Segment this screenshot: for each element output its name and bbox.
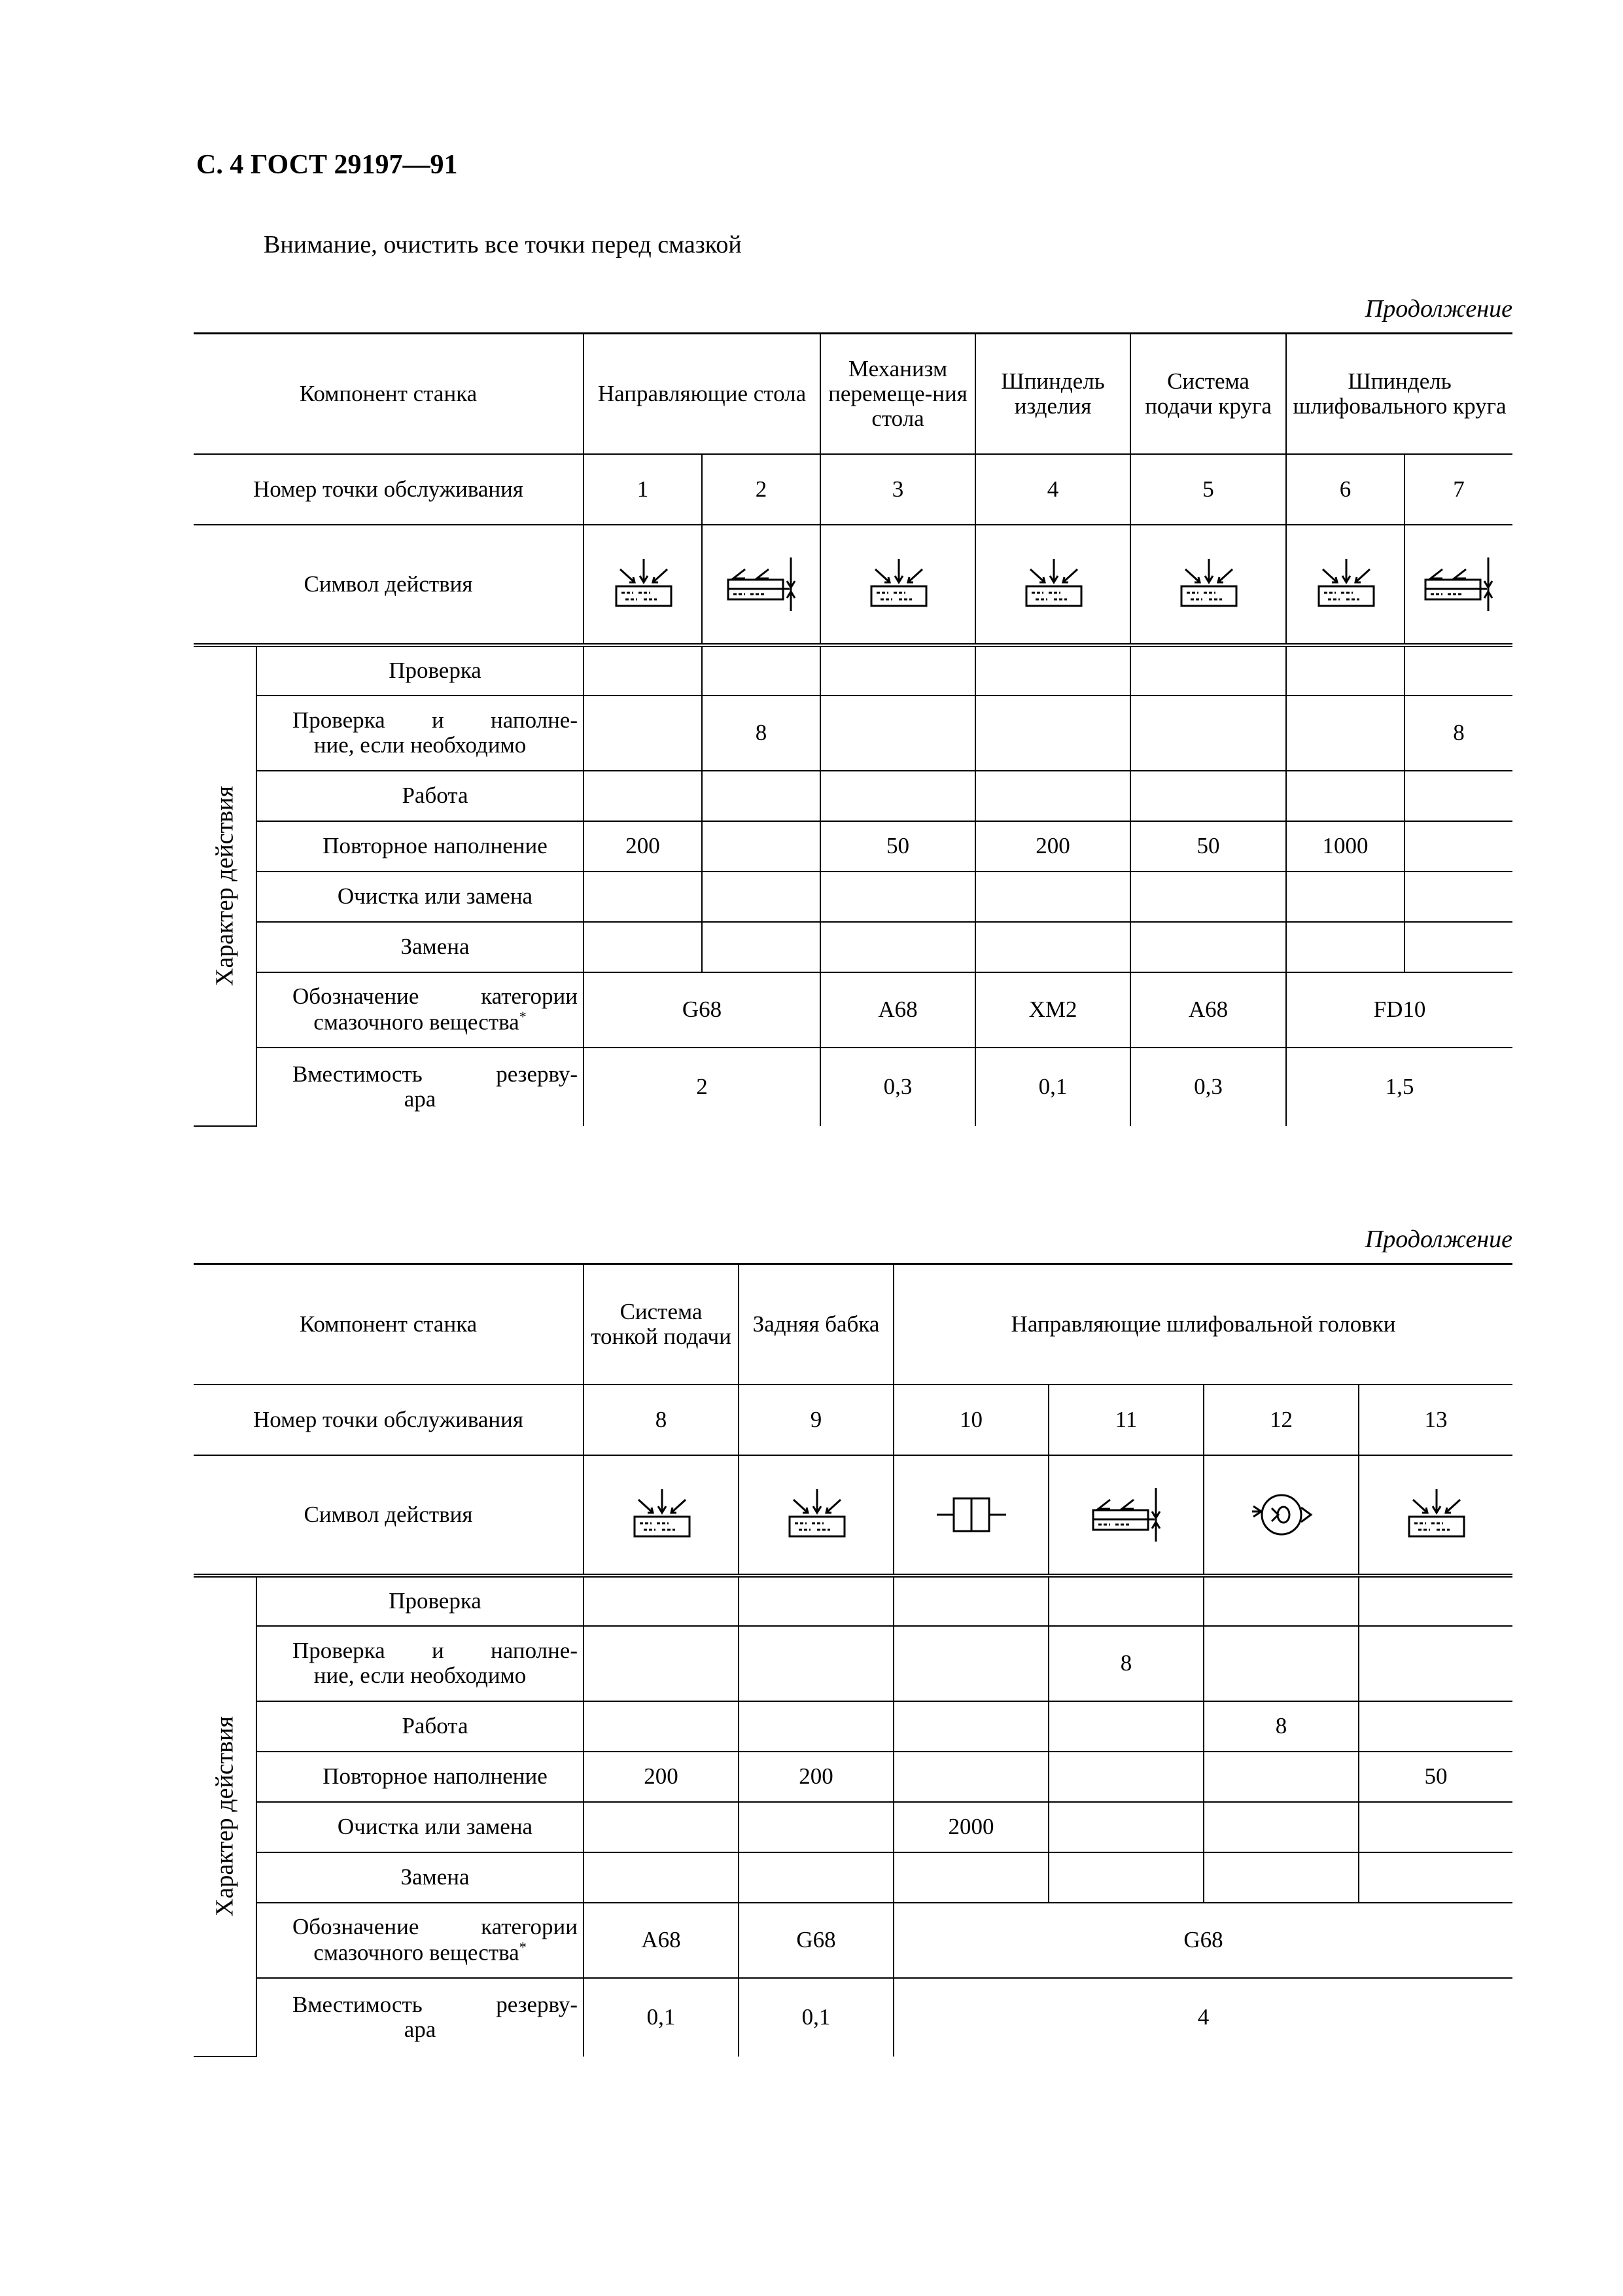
reservoir-capacity: 1,5 bbox=[1286, 1048, 1512, 1126]
reservoir-fill-icon bbox=[780, 1485, 852, 1544]
row-label: Обозначение категории смазочного вещества* bbox=[256, 972, 584, 1048]
cell bbox=[1286, 922, 1405, 972]
cell bbox=[584, 922, 702, 972]
cell bbox=[894, 1752, 1049, 1802]
cell bbox=[820, 645, 975, 696]
row-label: Вместимость резерву- ара bbox=[256, 1048, 584, 1126]
cell bbox=[584, 1626, 739, 1701]
row-label: Вместимость резерву- ара bbox=[256, 1978, 584, 2057]
component-name: Система подачи круга bbox=[1130, 334, 1286, 454]
cell bbox=[1130, 696, 1286, 771]
symbol-cell bbox=[584, 1455, 739, 1576]
cell bbox=[739, 1576, 894, 1626]
lubrication-table-2 bbox=[194, 1263, 1512, 2057]
level-gauge-icon bbox=[1423, 555, 1495, 614]
reservoir-fill-icon bbox=[1310, 555, 1382, 614]
cell bbox=[1204, 1576, 1359, 1626]
reservoir-fill-icon bbox=[1172, 555, 1244, 614]
cell bbox=[1130, 872, 1286, 922]
reservoir-capacity: 0,1 bbox=[975, 1048, 1130, 1126]
cell: 8 bbox=[1204, 1701, 1359, 1752]
cell bbox=[975, 922, 1130, 972]
point-number: 5 bbox=[1130, 454, 1286, 525]
cell bbox=[894, 1626, 1049, 1701]
component-header: Компонент станка bbox=[194, 1264, 584, 1385]
cell bbox=[1286, 696, 1405, 771]
symbol-header: Символ действия bbox=[194, 525, 584, 645]
cell bbox=[975, 645, 1130, 696]
reservoir-capacity: 4 bbox=[894, 1978, 1512, 2057]
cell bbox=[1405, 771, 1512, 821]
cell bbox=[975, 872, 1130, 922]
symbol-cell bbox=[702, 525, 820, 645]
point-number: 8 bbox=[584, 1385, 739, 1455]
point-number: 12 bbox=[1204, 1385, 1359, 1455]
reservoir-capacity: 0,1 bbox=[584, 1978, 739, 2057]
cell: 50 bbox=[820, 821, 975, 872]
row-label: Работа bbox=[256, 1701, 584, 1752]
symbol-cell bbox=[1130, 525, 1286, 645]
lubricant-category: XM2 bbox=[975, 972, 1130, 1048]
lubricant-category: A68 bbox=[584, 1903, 739, 1978]
cell: 2000 bbox=[894, 1802, 1049, 1852]
cell: 200 bbox=[975, 821, 1130, 872]
symbol-cell bbox=[1286, 525, 1405, 645]
cell bbox=[1049, 1852, 1204, 1903]
cell bbox=[820, 922, 975, 972]
reservoir-fill-icon bbox=[607, 555, 679, 614]
cell: 1000 bbox=[1286, 821, 1405, 872]
action-group-label: Характер действия bbox=[194, 645, 256, 1126]
component-header: Компонент станка bbox=[194, 334, 584, 454]
reservoir-capacity: 0,3 bbox=[1130, 1048, 1286, 1126]
cell bbox=[1359, 1576, 1512, 1626]
cell bbox=[1405, 821, 1512, 872]
point-number: 11 bbox=[1049, 1385, 1204, 1455]
cell bbox=[894, 1576, 1049, 1626]
point-number: 6 bbox=[1286, 454, 1405, 525]
cell bbox=[820, 696, 975, 771]
cell bbox=[584, 1802, 739, 1852]
symbol-cell bbox=[820, 525, 975, 645]
cell bbox=[1359, 1852, 1512, 1903]
row-label: Проверка и наполне- ние, если необходимо bbox=[256, 696, 584, 771]
reservoir-fill-icon bbox=[862, 555, 934, 614]
row-label: Повторное наполнение bbox=[256, 821, 584, 872]
cell bbox=[1405, 645, 1512, 696]
component-name: Шпиндель изделия bbox=[975, 334, 1130, 454]
cell bbox=[739, 1852, 894, 1903]
symbol-cell bbox=[1405, 525, 1512, 645]
lubricant-category: A68 bbox=[1130, 972, 1286, 1048]
point-number: 13 bbox=[1359, 1385, 1512, 1455]
cell bbox=[702, 821, 820, 872]
row-label: Проверка bbox=[256, 645, 584, 696]
cell bbox=[894, 1701, 1049, 1752]
cell bbox=[702, 645, 820, 696]
action-group-label: Характер действия bbox=[194, 1576, 256, 2057]
reservoir-fill-icon bbox=[1017, 555, 1089, 614]
cell bbox=[1204, 1852, 1359, 1903]
component-name: Механизм перемеще-ния стола bbox=[820, 334, 975, 454]
cell: 8 bbox=[1049, 1626, 1204, 1701]
continuation-label: Продолжение bbox=[1365, 1226, 1512, 1253]
row-label: Проверка и наполне- ние, если необходимо bbox=[256, 1626, 584, 1701]
filter-icon bbox=[935, 1485, 1007, 1544]
symbol-cell bbox=[975, 525, 1130, 645]
cell bbox=[1286, 771, 1405, 821]
point-number: 7 bbox=[1405, 454, 1512, 525]
cell bbox=[584, 645, 702, 696]
cell bbox=[584, 1852, 739, 1903]
cell bbox=[739, 1701, 894, 1752]
reservoir-fill-icon bbox=[625, 1485, 697, 1544]
reservoir-fill-icon bbox=[1400, 1485, 1472, 1544]
component-name: Направляющие стола bbox=[584, 334, 820, 454]
notice-text: Внимание, очистить все точки перед смазкой bbox=[264, 231, 742, 258]
cell: 8 bbox=[1405, 696, 1512, 771]
point-number: 9 bbox=[739, 1385, 894, 1455]
symbol-cell bbox=[1359, 1455, 1512, 1576]
symbol-cell bbox=[739, 1455, 894, 1576]
row-label: Замена bbox=[256, 1852, 584, 1903]
cell bbox=[1204, 1626, 1359, 1701]
symbol-cell bbox=[1049, 1455, 1204, 1576]
level-gauge-icon bbox=[1091, 1485, 1162, 1544]
lubricant-category: FD10 bbox=[1286, 972, 1512, 1048]
cell: 50 bbox=[1359, 1752, 1512, 1802]
row-label: Проверка bbox=[256, 1576, 584, 1626]
point-number: 4 bbox=[975, 454, 1130, 525]
cell: 200 bbox=[584, 1752, 739, 1802]
cell bbox=[820, 872, 975, 922]
cell bbox=[1049, 1752, 1204, 1802]
row-label: Очистка или замена bbox=[256, 1802, 584, 1852]
cell bbox=[584, 696, 702, 771]
cell bbox=[1204, 1802, 1359, 1852]
cell bbox=[820, 771, 975, 821]
component-name: Задняя бабка bbox=[739, 1264, 894, 1385]
lubrication-table-1 bbox=[194, 332, 1512, 1127]
component-name: Шпиндель шлифовального круга bbox=[1286, 334, 1512, 454]
level-gauge-icon bbox=[725, 555, 797, 614]
pump-icon bbox=[1246, 1485, 1318, 1544]
cell bbox=[1130, 645, 1286, 696]
lubricant-category: G68 bbox=[584, 972, 820, 1048]
cell bbox=[1049, 1701, 1204, 1752]
symbol-cell bbox=[1204, 1455, 1359, 1576]
cell bbox=[1286, 645, 1405, 696]
cell bbox=[1405, 872, 1512, 922]
lubricant-category: A68 bbox=[820, 972, 975, 1048]
point-number-header: Номер точки обслуживания bbox=[194, 454, 584, 525]
point-number: 10 bbox=[894, 1385, 1049, 1455]
cell bbox=[1405, 922, 1512, 972]
cell bbox=[894, 1852, 1049, 1903]
cell bbox=[584, 1576, 739, 1626]
cell bbox=[1359, 1802, 1512, 1852]
cell: 200 bbox=[739, 1752, 894, 1802]
cell bbox=[1130, 922, 1286, 972]
cell: 8 bbox=[702, 696, 820, 771]
point-number: 2 bbox=[702, 454, 820, 525]
cell bbox=[1049, 1576, 1204, 1626]
continuation-label: Продолжение bbox=[1365, 295, 1512, 323]
component-name: Система тонкой подачи bbox=[584, 1264, 739, 1385]
cell bbox=[584, 771, 702, 821]
point-number: 3 bbox=[820, 454, 975, 525]
lubricant-category: G68 bbox=[894, 1903, 1512, 1978]
cell: 50 bbox=[1130, 821, 1286, 872]
symbol-cell bbox=[584, 525, 702, 645]
cell: 200 bbox=[584, 821, 702, 872]
row-label: Повторное наполнение bbox=[256, 1752, 584, 1802]
cell bbox=[702, 771, 820, 821]
cell bbox=[1204, 1752, 1359, 1802]
component-name: Направляющие шлифовальной головки bbox=[894, 1264, 1512, 1385]
cell bbox=[1049, 1802, 1204, 1852]
cell bbox=[584, 872, 702, 922]
row-label: Замена bbox=[256, 922, 584, 972]
row-label: Обозначение категории смазочного вещества* bbox=[256, 1903, 584, 1978]
row-label: Работа bbox=[256, 771, 584, 821]
cell bbox=[739, 1802, 894, 1852]
cell bbox=[975, 771, 1130, 821]
point-number: 1 bbox=[584, 454, 702, 525]
page-header: С. 4 ГОСТ 29197—91 bbox=[196, 150, 458, 180]
cell bbox=[739, 1626, 894, 1701]
row-label: Очистка или замена bbox=[256, 872, 584, 922]
reservoir-capacity: 0,1 bbox=[739, 1978, 894, 2057]
lubricant-category: G68 bbox=[739, 1903, 894, 1978]
cell bbox=[584, 1701, 739, 1752]
cell bbox=[975, 696, 1130, 771]
point-number-header: Номер точки обслуживания bbox=[194, 1385, 584, 1455]
reservoir-capacity: 2 bbox=[584, 1048, 820, 1126]
symbol-cell bbox=[894, 1455, 1049, 1576]
cell bbox=[1286, 872, 1405, 922]
cell bbox=[702, 872, 820, 922]
cell bbox=[702, 922, 820, 972]
reservoir-capacity: 0,3 bbox=[820, 1048, 975, 1126]
symbol-header: Символ действия bbox=[194, 1455, 584, 1576]
cell bbox=[1359, 1626, 1512, 1701]
cell bbox=[1130, 771, 1286, 821]
cell bbox=[1359, 1701, 1512, 1752]
